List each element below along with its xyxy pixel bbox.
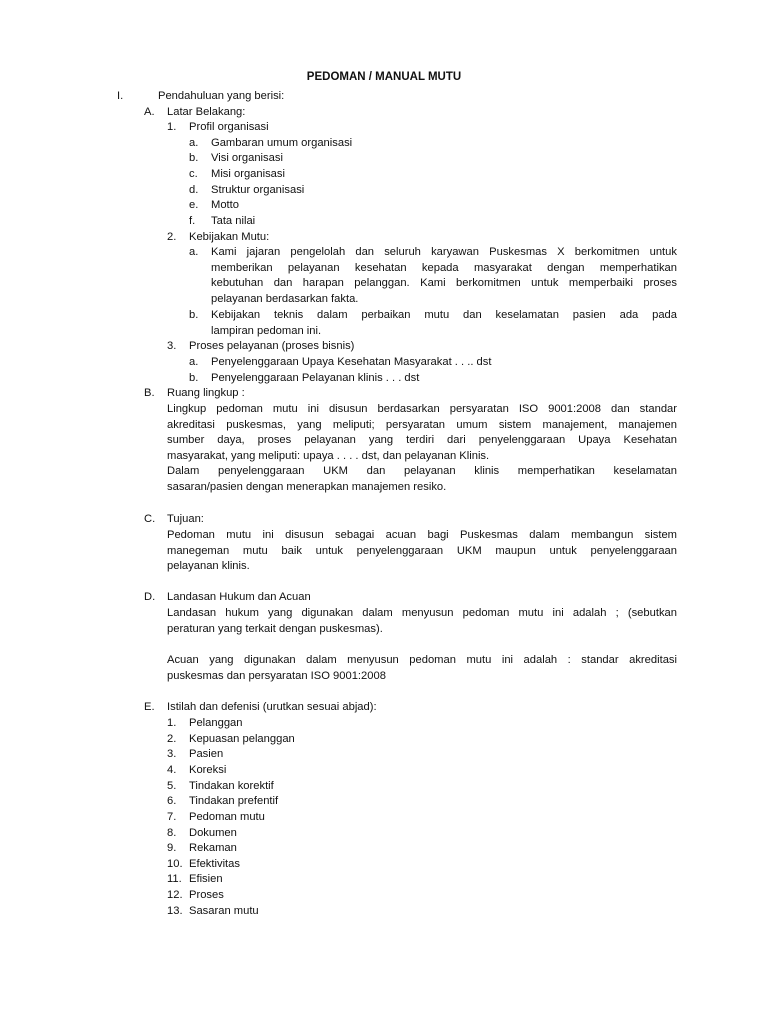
paragraph-line: Landasan hukum yang digunakan dalam menyusun pedoman mutu ini adalah ; (sebutkan xyxy=(167,607,677,619)
section-e-heading: Istilah dan defenisi (urutkan sesuai abjad): xyxy=(167,701,377,713)
sub-item-marker: a. xyxy=(189,137,199,149)
sub-item: Penyelenggaraan Pelayanan klinis . . . dst xyxy=(211,372,420,384)
term-marker: 12. xyxy=(167,889,183,901)
paragraph-line: Dalam penyelenggaraan UKM dan pelayanan klinis memperhatikan keselamatan xyxy=(167,465,677,477)
paragraph-line: Acuan yang digunakan dalam menyusun pedoman mutu ini adalah : standar akreditasi xyxy=(167,654,677,666)
paragraph-line: lampiran pedoman ini. xyxy=(211,324,322,337)
scope-paragraph-1 xyxy=(167,402,677,464)
term-item: Rekaman xyxy=(189,842,237,854)
paragraph-line: kebutuhan dan harapan pelanggan. Kami berkomitmen untuk memperbaiki proses xyxy=(211,277,677,290)
paragraph-line: manegeman mutu baik untuk penyelenggaraan UKM maupun untuk penyelenggaraan xyxy=(167,544,677,557)
section-a-marker: A. xyxy=(144,106,155,118)
section-b-heading: Ruang lingkup : xyxy=(167,387,245,399)
term-marker: 6. xyxy=(167,795,177,807)
section-c-marker: C. xyxy=(144,513,156,525)
list-item-marker: 3. xyxy=(167,340,177,352)
list-item-marker: 2. xyxy=(167,231,177,243)
list-item: Profil organisasi xyxy=(189,121,269,133)
section-c-heading: Tujuan: xyxy=(167,513,204,525)
sub-item: Visi organisasi xyxy=(211,152,283,164)
sub-item: Motto xyxy=(211,199,239,211)
section-i-marker: I. xyxy=(117,90,124,102)
section-i-text: Pendahuluan yang berisi: xyxy=(158,90,285,102)
term-marker: 1. xyxy=(167,717,177,729)
document-title: PEDOMAN / MANUAL MUTU xyxy=(306,71,462,83)
term-marker: 13. xyxy=(167,905,183,917)
sub-item-marker: f. xyxy=(189,215,196,227)
term-marker: 8. xyxy=(167,827,177,839)
sub-item-marker: b. xyxy=(189,372,199,384)
policy-paragraph-a xyxy=(211,245,677,307)
term-item: Tindakan prefentif xyxy=(189,795,279,807)
legal-basis-paragraph xyxy=(167,606,677,637)
sub-item: Gambaran umum organisasi xyxy=(211,137,353,149)
term-item: Dokumen xyxy=(189,827,237,839)
term-item: Koreksi xyxy=(189,764,227,776)
term-item: Pasien xyxy=(189,748,224,760)
sub-item-marker: a. xyxy=(189,246,199,258)
sub-item-marker: e. xyxy=(189,199,199,211)
term-marker: 2. xyxy=(167,733,177,745)
section-a-heading: Latar Belakang: xyxy=(167,106,246,118)
term-marker: 9. xyxy=(167,842,177,854)
term-marker: 4. xyxy=(167,764,177,776)
sub-item: Tata nilai xyxy=(211,215,256,227)
term-item: Efektivitas xyxy=(189,858,240,870)
sub-item-marker: a. xyxy=(189,356,199,368)
term-item: Sasaran mutu xyxy=(189,905,259,917)
paragraph-line: pelayanan berdasarkan fakta. xyxy=(211,292,359,305)
purpose-paragraph xyxy=(167,528,677,575)
section-e-marker: E. xyxy=(144,701,155,713)
section-b-marker: B. xyxy=(144,387,155,399)
paragraph-line: sumber daya, proses pelayanan yang terdiri dari penyelenggaraan Upaya Kesehatan xyxy=(167,434,677,447)
paragraph-line: pelayanan klinis. xyxy=(167,560,250,573)
term-item: Pelanggan xyxy=(189,717,243,729)
term-item: Kepuasan pelanggan xyxy=(189,733,295,745)
policy-paragraph-b xyxy=(211,308,677,339)
paragraph-line: Lingkup pedoman mutu ini disusun berdasarkan persyaratan ISO 9001:2008 dan standar xyxy=(167,403,677,415)
list-item: Kebijakan Mutu: xyxy=(189,231,270,243)
paragraph-line: puskesmas dan persyaratan ISO 9001:2008 xyxy=(167,669,386,682)
sub-item: Struktur organisasi xyxy=(211,184,305,196)
term-item: Tindakan korektif xyxy=(189,780,274,792)
paragraph-line: memberikan pelayanan kesehatan kepada masyarakat dengan memperhatikan xyxy=(211,261,677,274)
list-item: Proses pelayanan (proses bisnis) xyxy=(189,340,355,352)
paragraph-line: Kami jajaran pengelolah dan seluruh karyawan Puskesmas X berkomitmen untuk xyxy=(211,246,677,258)
paragraph-line: peraturan yang terkait dengan puskesmas). xyxy=(167,622,383,635)
term-item: Proses xyxy=(189,889,224,901)
term-marker: 10. xyxy=(167,858,183,870)
list-item-marker: 1. xyxy=(167,121,177,133)
paragraph-line: sasaran/pasien dengan menerapkan manajemen resiko. xyxy=(167,480,447,493)
sub-item-marker: c. xyxy=(189,168,198,180)
term-item: Efisien xyxy=(189,873,223,885)
sub-item: Penyelenggaraan Upaya Kesehatan Masyarakat . . .. dst xyxy=(211,356,492,368)
term-item: Pedoman mutu xyxy=(189,811,265,823)
paragraph-line: masyarakat, yang meliputi: upaya . . . . dst, dan pelayanan Klinis. xyxy=(167,449,490,462)
sub-item-marker: b. xyxy=(189,152,199,164)
paragraph-line: Pedoman mutu ini disusun sebagai acuan bagi Puskesmas dalam membangun sistem xyxy=(167,529,677,541)
sub-item: Misi organisasi xyxy=(211,168,285,180)
paragraph-line: Kebijakan teknis dalam perbaikan mutu dan keselamatan pasien ada pada xyxy=(211,309,677,321)
term-marker: 11. xyxy=(167,873,182,885)
section-d-heading: Landasan Hukum dan Acuan xyxy=(167,591,311,603)
sub-item-marker: d. xyxy=(189,184,199,196)
term-marker: 3. xyxy=(167,748,177,760)
section-d-marker: D. xyxy=(144,591,156,603)
term-marker: 7. xyxy=(167,811,177,823)
sub-item-marker: b. xyxy=(189,309,199,321)
reference-paragraph xyxy=(167,653,677,684)
scope-paragraph-2 xyxy=(167,464,677,495)
term-marker: 5. xyxy=(167,780,177,792)
paragraph-line: akreditasi puskesmas, yang meliputi; persyaratan umum sistem manajement, manajemen xyxy=(167,418,677,431)
